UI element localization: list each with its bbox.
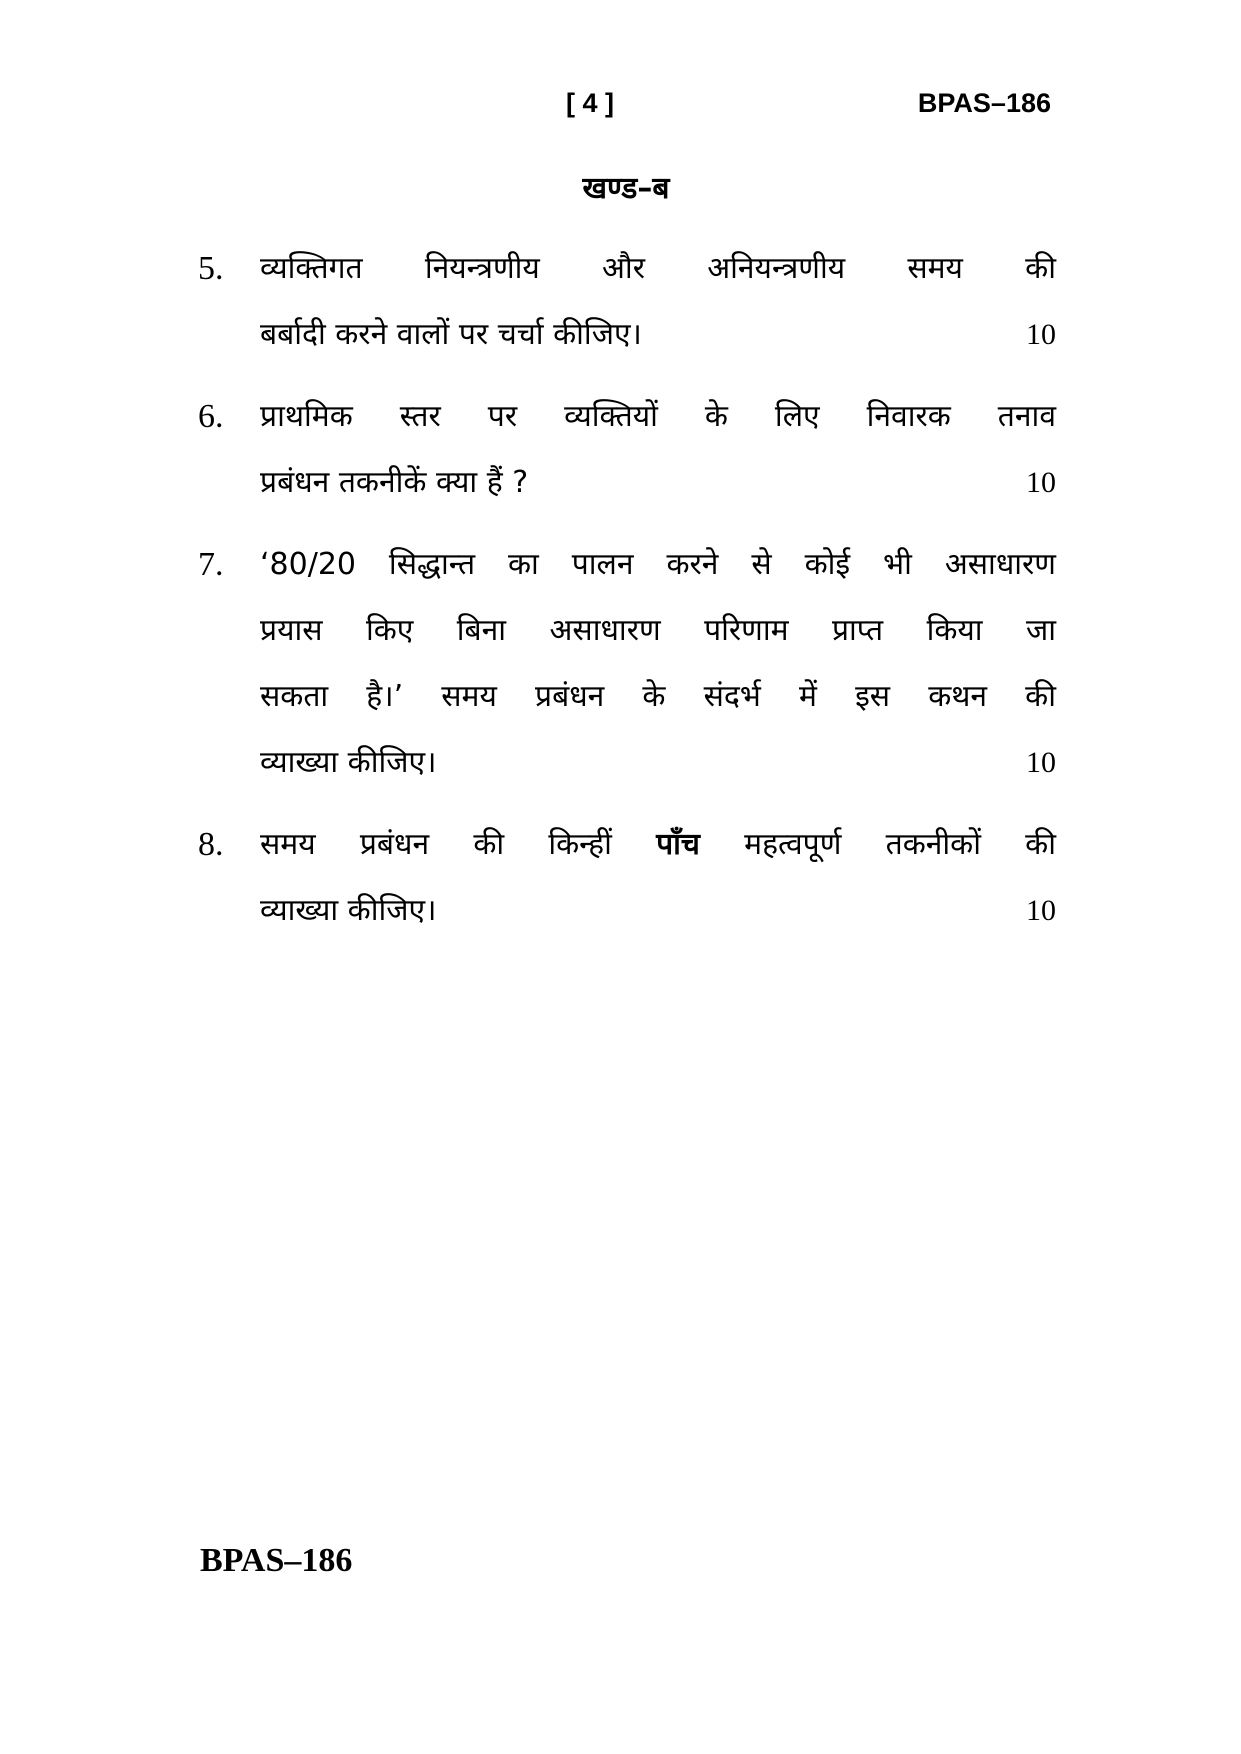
question-text-line xyxy=(260,812,1056,878)
question-text-line: प्राथमिक स्तर पर व्यक्तियों के लिए निवारक तनाव xyxy=(260,399,1056,434)
header-course-code: BPAS–186 xyxy=(917,88,1051,118)
question-marks: 10 xyxy=(1026,746,1056,779)
question-text-line: व्याख्या कीजिए। xyxy=(260,745,437,780)
question-text-line: व्यक्तिगत नियन्त्रणीय और अनियन्त्रणीय समय की xyxy=(260,251,1056,286)
question-5 xyxy=(198,236,1056,368)
question-text-line: बर्बादी करने वालों पर चर्चा कीजिए। xyxy=(260,317,642,352)
question-6 xyxy=(198,384,1056,516)
question-number: 5. xyxy=(198,250,224,287)
emphasis-text: पाँच xyxy=(656,827,700,862)
page-number: [ 4 ] xyxy=(565,88,614,118)
question-8 xyxy=(198,812,1056,944)
question-marks: 10 xyxy=(1026,466,1056,499)
question-marks: 10 xyxy=(1026,318,1056,351)
question-text-segment: महत्वपूर्ण तकनीकों की xyxy=(699,827,1056,862)
question-text-segment: समय प्रबंधन की किन्हीं xyxy=(260,827,657,862)
question-marks: 10 xyxy=(1026,894,1056,927)
question-text-line: व्याख्या कीजिए। xyxy=(260,893,437,928)
question-number: 8. xyxy=(198,826,224,863)
question-text-line: प्रबंधन तकनीकें क्या हैं ? xyxy=(260,465,529,500)
question-number: 7. xyxy=(198,546,224,583)
question-text-line: प्रयास किए बिना असाधारण परिणाम प्राप्त किया जा xyxy=(260,613,1056,648)
footer-course-code: BPAS–186 xyxy=(200,1542,353,1579)
question-text-line: ‘80/20 सिद्धान्त का पालन करने से कोई भी असाधारण xyxy=(260,547,1056,582)
question-7 xyxy=(198,532,1056,796)
question-number: 6. xyxy=(198,398,224,435)
section-title: खण्ड–ब xyxy=(582,171,670,206)
question-text-line: सकता है।’ समय प्रबंधन के संदर्भ में इस कथन की xyxy=(260,679,1056,714)
